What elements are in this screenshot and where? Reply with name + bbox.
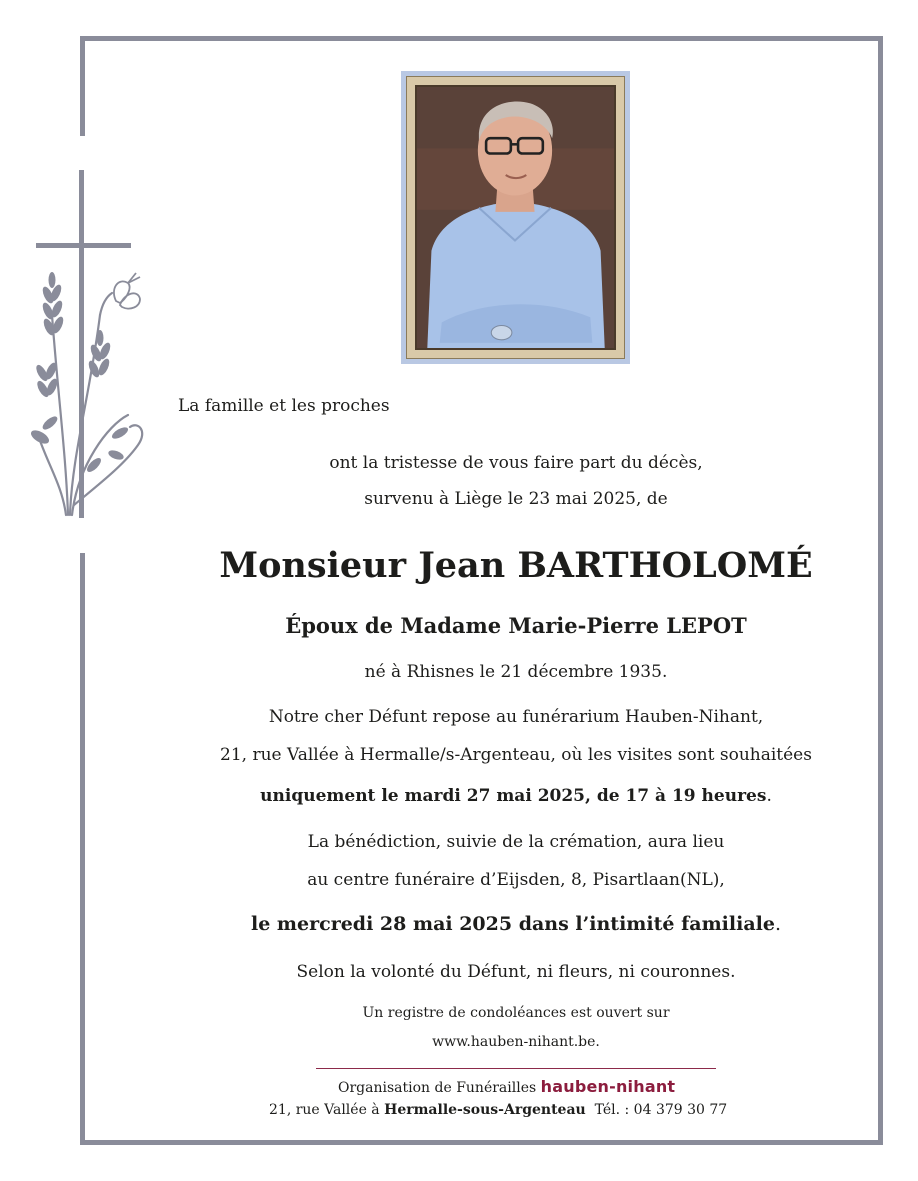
ceremony-line-1: La bénédiction, suivie de la crémation, aura lieu — [307, 832, 725, 852]
rest-line-2: 21, rue Vallée à Hermalle/s-Argenteau, où les visites sont souhaitées — [220, 745, 812, 765]
birth-line: né à Rhisnes le 21 décembre 1935. — [364, 662, 668, 682]
address-prefix: 21, rue Vallée à — [269, 1102, 380, 1118]
registry-line-1: Un registre de condoléances est ouvert sur — [362, 1005, 670, 1021]
portrait-photo — [415, 85, 616, 350]
frame-top — [80, 36, 883, 41]
visits-bold: uniquement le mardi 27 mai 2025, de 17 à 19 heures — [260, 786, 767, 806]
portrait-frame — [401, 71, 630, 364]
intro-text: La famille et les proches — [178, 396, 390, 416]
spouse-line: Époux de Madame Marie-Pierre LEPOT — [285, 613, 747, 638]
ceremony-line-3 — [57, 913, 918, 935]
deceased-name: Monsieur Jean BARTHOLOMÉ — [219, 545, 813, 586]
address-town: Hermalle-sous-Argenteau — [384, 1102, 586, 1118]
ceremony-end: . — [774, 913, 781, 935]
frame-bottom — [80, 1140, 883, 1145]
visits-line — [57, 786, 918, 806]
portrait-illustration — [417, 87, 614, 348]
rest-line-1: Notre cher Défunt repose au funérarium Hauben-Nihant, — [268, 707, 764, 727]
visits-end: . — [766, 786, 772, 806]
wishes-line: Selon la volonté du Défunt, ni fleurs, ni couronnes. — [296, 962, 736, 982]
footer-separator — [316, 1068, 716, 1069]
org-brand-logo: hauben-nihant — [540, 1077, 676, 1096]
org-label: Organisation de Funérailles — [338, 1080, 537, 1096]
registry-link[interactable]: www.hauben-nihant.be. — [432, 1034, 600, 1050]
frame-left-upper — [80, 36, 85, 136]
address-line — [269, 1102, 727, 1118]
portrait-mat — [406, 76, 625, 359]
organisation-line — [338, 1077, 675, 1096]
phone-number: Tél. : 04 379 30 77 — [594, 1102, 728, 1118]
ceremony-line-2: au centre funéraire d’Eijsden, 8, Pisartlaan(NL), — [307, 870, 725, 890]
announce-line-2: survenu à Liège le 23 mai 2025, de — [364, 489, 668, 509]
announce-line-1: ont la tristesse de vous faire part du décès, — [329, 453, 703, 473]
ceremony-bold: le mercredi 28 mai 2025 dans l’intimité familiale — [251, 913, 775, 935]
